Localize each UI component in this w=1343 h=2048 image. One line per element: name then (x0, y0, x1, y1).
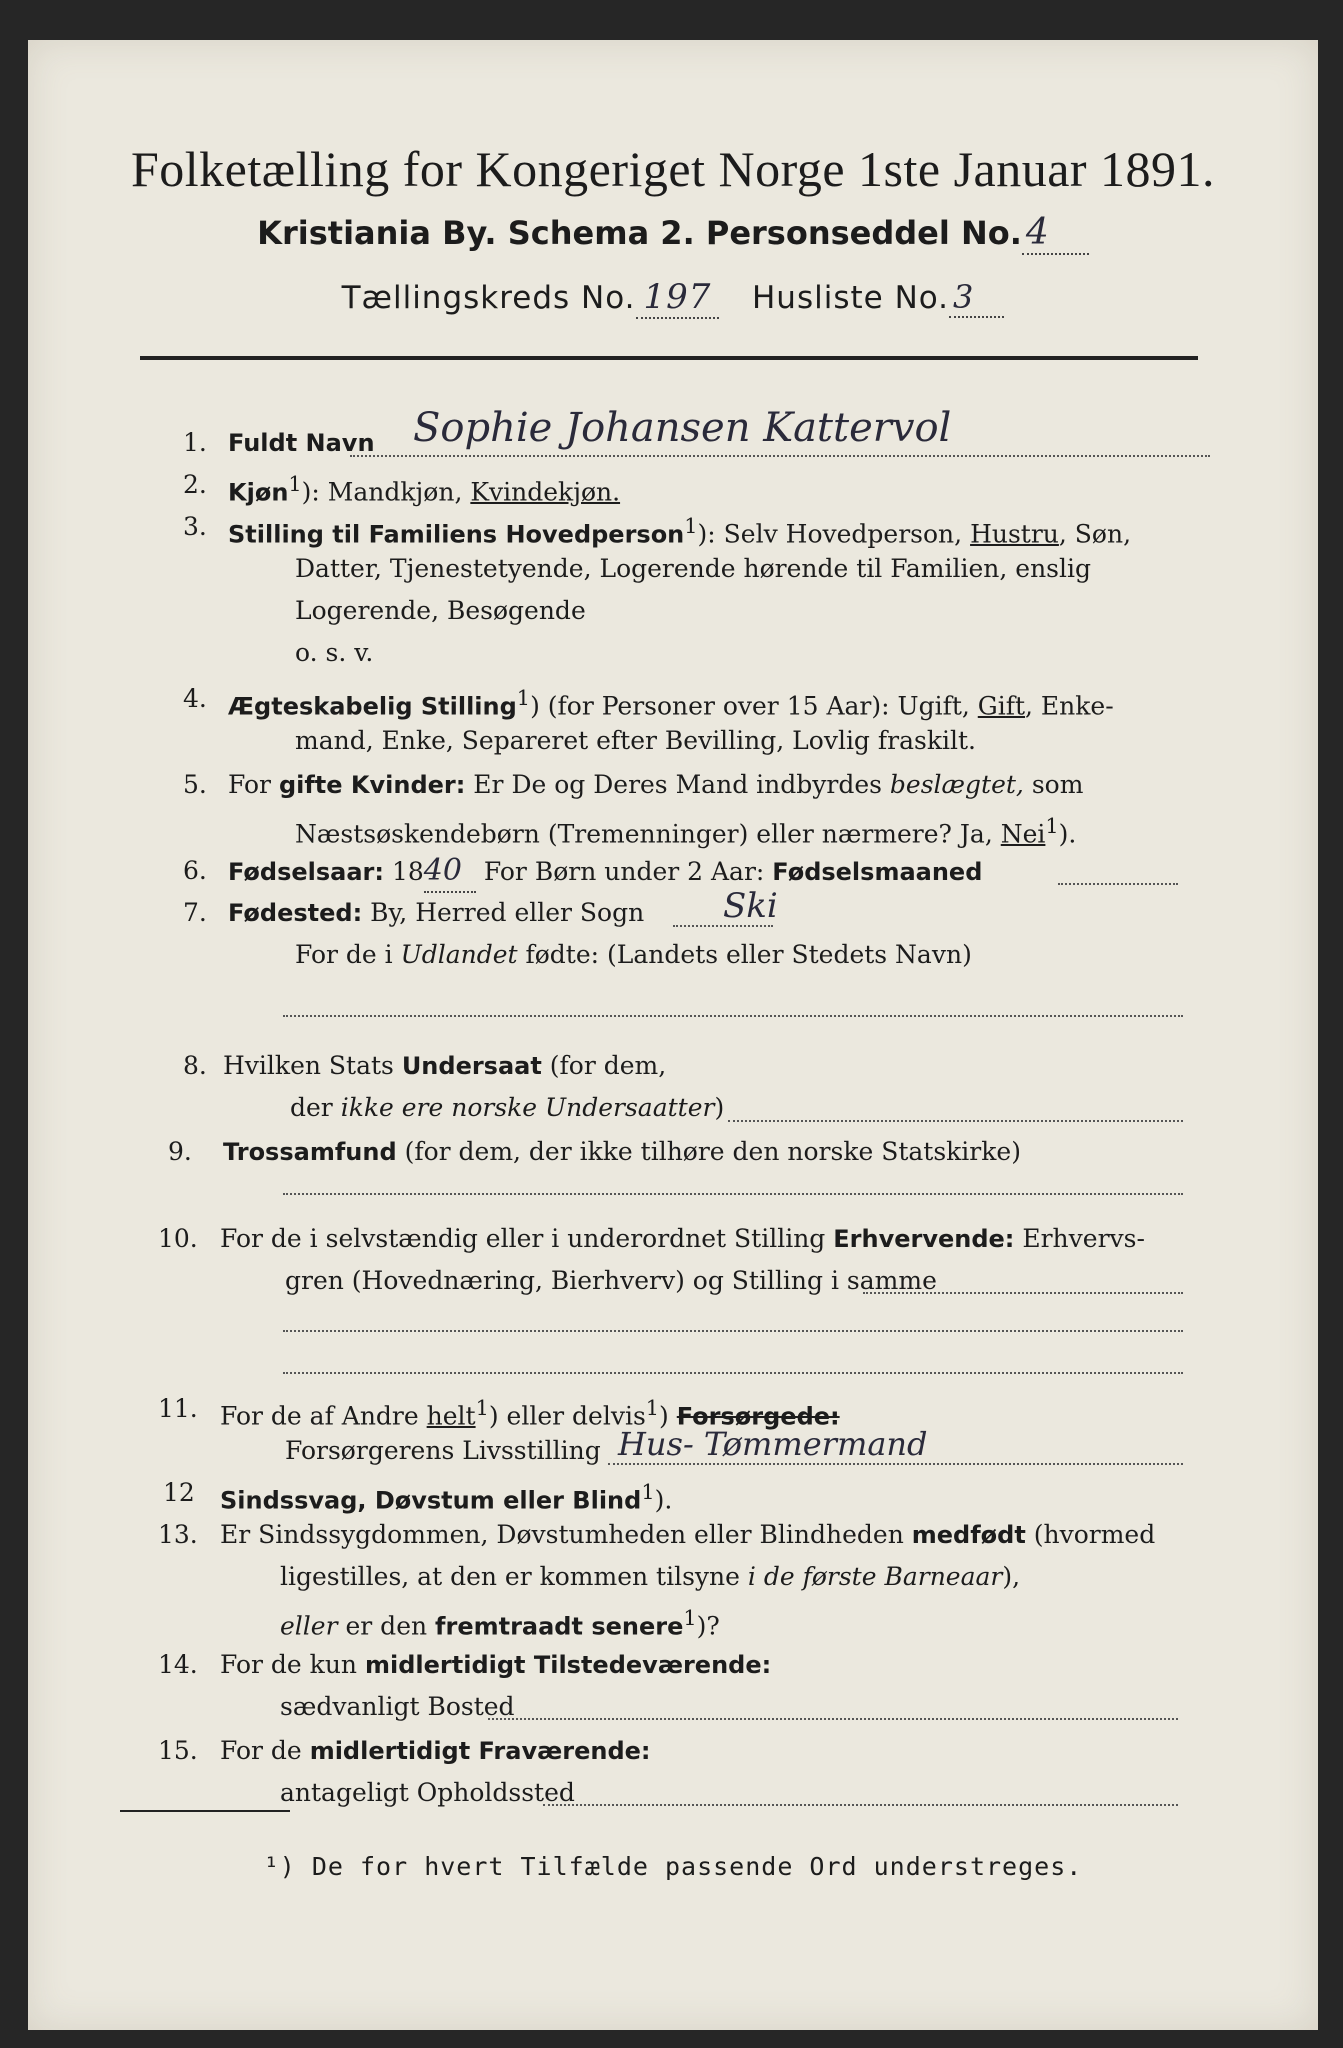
relation-selected: Hustru (970, 519, 1059, 549)
provider-occupation-value: Hus- Tømmermand (618, 1425, 928, 1463)
kinship-selected: Nei (1000, 819, 1046, 849)
form-subtitle-schema: Kristiania By. Schema 2. Personseddel No. 4 (28, 212, 1318, 255)
birth-year-value: 40 (424, 850, 476, 893)
header-divider (140, 356, 1198, 360)
personseddel-number: 4 (1022, 212, 1089, 255)
footnote-divider (120, 1810, 290, 1812)
husliste-number: 3 (949, 278, 1004, 318)
birthplace-value: Ski (723, 886, 778, 926)
form-title: Folketælling for Kongeriget Norge 1ste Januar 1891. (130, 141, 1216, 197)
full-name-value: Sophie Johansen Kattervol (413, 405, 952, 451)
kreds-number: 197 (636, 277, 720, 319)
form-subtitle-kreds: Tællingskreds No. 197 Husliste No. 3 (28, 277, 1318, 319)
marital-selected: Gift (977, 691, 1026, 721)
census-form: Folketælling for Kongeriget Norge 1ste Januar 1891. Kristiania By. Schema 2. Personseddel No. 4 Tællingskreds No. 197 Husliste No. 3 1. Fuldt Navn Sophie Johansen Kattervol 2. Kjøn$^1$): Mandkjøn, Kvindekjøn. 3. Stilling til Familiens Hovedperson$^1$): Selv Hovedperson, Hustru, Søn, Datter, Tjenestetyende, Logerende hørende til Familien, enslig Logerende, Besøgende o. s. v. 4. Ægteskabelig Stilling$^1$) (for Personer over 15 Aar): Ugift, Gift, Enke- mand, Enke, Separeret efter Bevilling, Lovlig fraskilt. 5. For gifte Kvinder: Er De og Deres Mand indbyrdes beslægtet, som Næstsøskendebørn (Tremenninger) eller nærmere? Ja, Nei$^1$). 6. Fødselsaar: 1840 For Børn under 2 Aar: Fødselsmaaned 7. Fødested: By, Herred eller Sogn Ski For de i Udlandet fødte: (Landets eller Stedets Navn) 8. Hvilken Stats Undersaat (for dem, der ikke ere norske Undersaatter) 9. Trossamfund (for dem, der ikke tilhøre den norske Statskirke) 10. For de i selvstændig eller i underordnet Stilling Erhvervende: Erhvervs- gren (Hovednæring, Bierhverv) og Stilling i samme 11. For de af Andre helt$^1$) eller delvis$^1$) Forsørgede: Forsørgerens Livsstilling Hus- Tømmermand 12 Sindssvag, Døvstum eller Blind$^1$). 13. Er Sindssygdommen, Døvstumheden eller Blindheden medfødt (hvormed ligestilles, at den er kommen tilsyne i de første Barneaar), eller er den fremtraadt senere$^1$)? 14. For de kun midlertidigt Tilstedeværende: sædvanligt Bosted 15. For de midlertidigt Fraværende: antageligt Opholdssted ¹) De for hvert Tilfælde passende Ord understreges. (28, 40, 1318, 2030)
gender-selected: Kvindekjøn. (470, 477, 621, 507)
footnote: ¹) De for hvert Tilfælde passende Ord understreges. (263, 1852, 1083, 1881)
